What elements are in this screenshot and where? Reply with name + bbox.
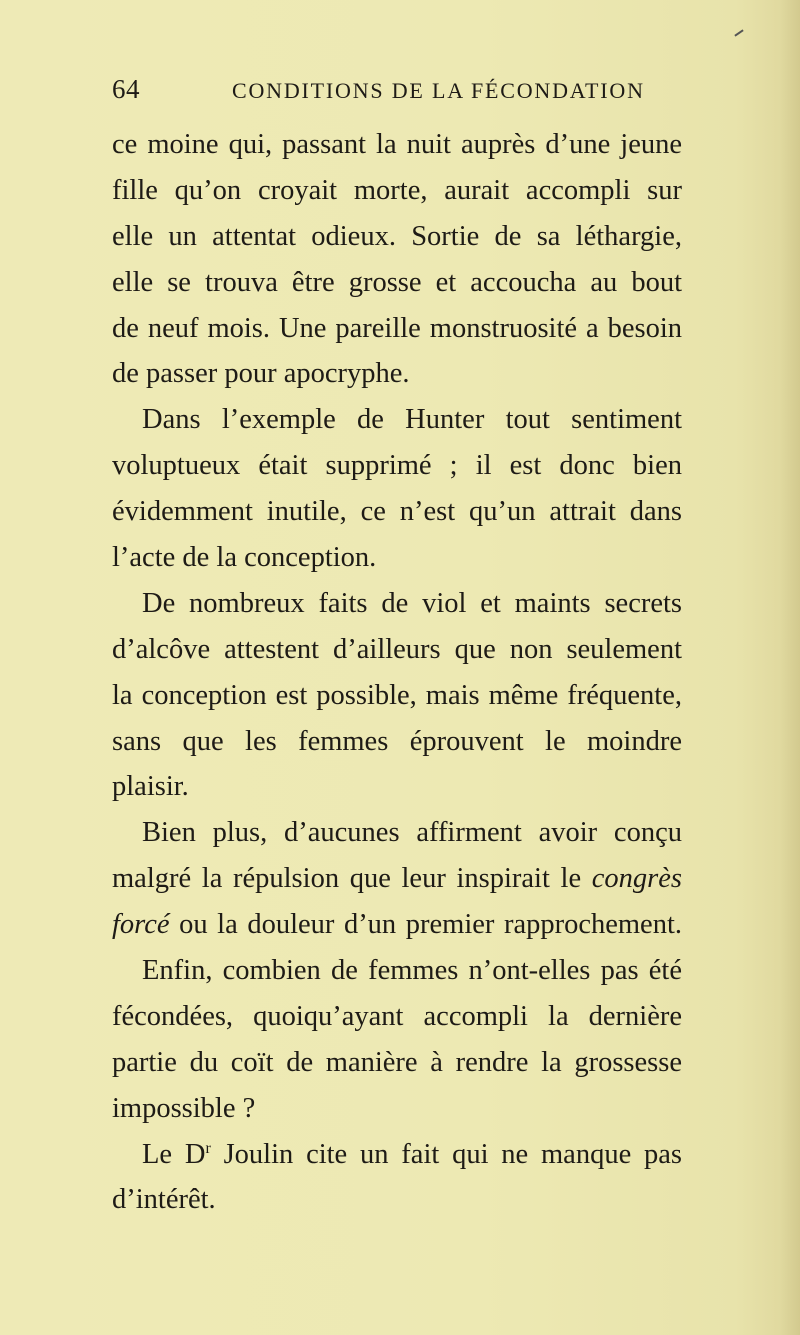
text-line: la conception est possible, mais même fréquente,	[112, 679, 682, 711]
pencil-mark	[734, 29, 743, 36]
text-line	[112, 1132, 682, 1178]
text-line: fille qu’on croyait morte, aurait accompli sur	[112, 174, 682, 206]
text-line: Bien plus, d’aucunes affirment avoir conçu	[142, 817, 682, 849]
text-line: Enfin, combien de femmes n’ont-elles pas été	[142, 955, 682, 987]
body-text	[112, 122, 682, 1223]
superscript: r	[205, 1139, 211, 1157]
text-line: fécondées, quoiqu’ayant accompli la dernière	[112, 1000, 682, 1032]
text-line: elle se trouva être grosse et accoucha au bout	[112, 266, 682, 298]
text-line: impossible ?	[112, 1092, 256, 1124]
text-line: voluptueux était supprimé ; il est donc bien	[112, 450, 682, 482]
text-line	[112, 856, 682, 902]
running-head: CONDITIONS DE LA FÉCONDATION	[232, 78, 645, 103]
text-line: De nombreux faits de viol et maints secrets	[142, 587, 682, 619]
text-line: de neuf mois. Une pareille monstruosité a besoin	[112, 312, 682, 344]
text-line: sans que les femmes éprouvent le moindre	[112, 725, 682, 757]
text-segment: malgré la répulsion que leur inspirait le	[112, 863, 582, 895]
text-line: partie du coït de manière à rendre la grossesse	[112, 1046, 682, 1078]
text-line: elle un attentat odieux. Sortie de sa léthargie,	[112, 220, 682, 252]
text-line: l’acte de la conception.	[112, 542, 377, 574]
text-line	[112, 902, 682, 948]
text-line: plaisir.	[112, 771, 189, 803]
text-segment: ou la douleur d’un premier rapprochement.	[179, 909, 682, 941]
text-line: d’alcôve attestent d’ailleurs que non seulement	[112, 633, 682, 665]
text-line: évidemment inutile, ce n’est qu’un attrait dans	[112, 496, 682, 528]
text-line: ce moine qui, passant la nuit auprès d’une jeune	[112, 129, 682, 160]
italic-phrase: forcé	[112, 909, 170, 941]
page-edge-shadow	[780, 0, 800, 1335]
page-header	[112, 70, 672, 110]
text-segment: Joulin cite un fait qui ne manque pas	[223, 1138, 683, 1170]
text-line: d’intérêt.	[112, 1184, 216, 1216]
page-number: 64	[112, 74, 140, 104]
text-segment: Le D	[142, 1138, 206, 1170]
text-line: de passer pour apocryphe.	[112, 358, 410, 390]
text-line: Dans l’exemple de Hunter tout sentiment	[142, 404, 682, 436]
italic-phrase: congrès	[591, 863, 682, 895]
